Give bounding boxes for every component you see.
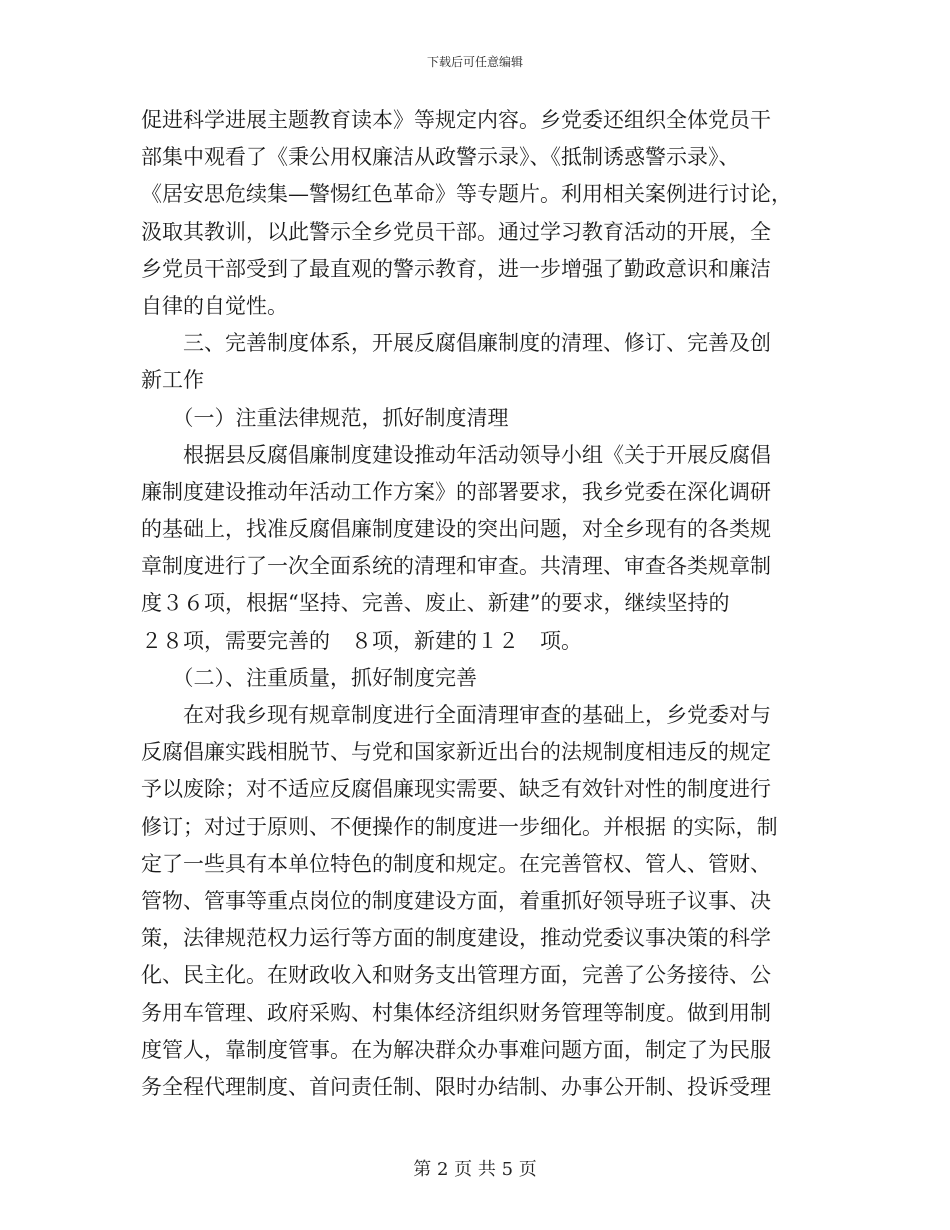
text-line: （二）、注重质量，抓好制度完善: [141, 665, 477, 690]
text-line: 《居安思危续集—警惕红色革命》等专题片。利用相关案例进行讨论，: [141, 182, 792, 207]
text-line: 度管人，靠制度管事。在为解决群众办事难问题方面，制定了为民服: [141, 1037, 771, 1062]
text-line: 自律的自觉性。: [141, 293, 288, 318]
text-line: 汲取其教训，以此警示全乡党员干部。通过学习教育活动的开展，全: [141, 219, 771, 244]
text-line: 三、完善制度体系，开展反腐倡廉制度的清理、修订、完善及创: [141, 331, 771, 356]
text-line: 反腐倡廉实践相脱节、与党和国家新近出台的法规制度相违反的规定: [141, 740, 771, 765]
text-line: 策，法律规范权力运行等方面的制度建设，推动党委议事决策的科学: [141, 926, 771, 951]
document-body: [141, 102, 821, 1106]
text-line: 务用车管理、政府采购、村集体经济组织财务管理等制度。做到用制: [141, 1000, 771, 1025]
page-number: 第 2 页 共 5 页: [413, 1159, 537, 1180]
page-header-note: 下载后可任意编辑: [426, 55, 523, 69]
text-line: ２８项，需要完善的 ８项，新建的１２ 项。: [141, 628, 582, 653]
text-line: 在对我乡现有规章制度进行全面清理审查的基础上，乡党委对与: [141, 703, 771, 727]
text-line: （一）注重法律规范，抓好制度清理: [141, 405, 509, 430]
text-line: 根据县反腐倡廉制度建设推动年活动领导小组《关于开展反腐倡: [141, 442, 771, 467]
text-line: 乡党员干部受到了最直观的警示教育，进一步增强了勤政意识和廉洁: [141, 256, 771, 281]
text-line: 廉制度建设推动年活动工作方案》的部署要求，我乡党委在深化调研: [141, 479, 771, 504]
text-line: 管物、管事等重点岗位的制度建设方面，着重抓好领导班子议事、决: [141, 888, 771, 913]
text-line: 促进科学进展主题教育读本》等规定内容。乡党委还组织全体党员干: [141, 108, 771, 132]
text-line: 章制度进行了一次全面系统的清理和审查。共清理、审查各类规章制: [141, 554, 771, 579]
text-line: 的基础上，找准反腐倡廉制度建设的突出问题，对全乡现有的各类规: [141, 517, 771, 542]
text-line: 度３６项，根据“坚持、完善、废止、新建”的要求，继续坚持的: [141, 591, 730, 616]
text-line: 定了一些具有本单位特色的制度和规定。在完善管权、管人、管财、: [141, 851, 771, 876]
text-line: 化、民主化。在财政收入和财务支出管理方面，完善了公务接待、公: [141, 963, 771, 988]
text-line: 务全程代理制度、首问责任制、限时办结制、办事公开制、投诉受理: [141, 1074, 771, 1099]
text-line: 予以废除；对不适应反腐倡廉现实需要、缺乏有效针对性的制度进行: [141, 777, 771, 802]
text-line: 新工作: [141, 368, 204, 393]
text-line: 修订；对过于原则、不便操作的制度进一步细化。并根据 的实际，制: [141, 814, 778, 839]
text-line: 部集中观看了《秉公用权廉洁从政警示录》、《抵制诱惑警示录》、: [141, 145, 740, 170]
